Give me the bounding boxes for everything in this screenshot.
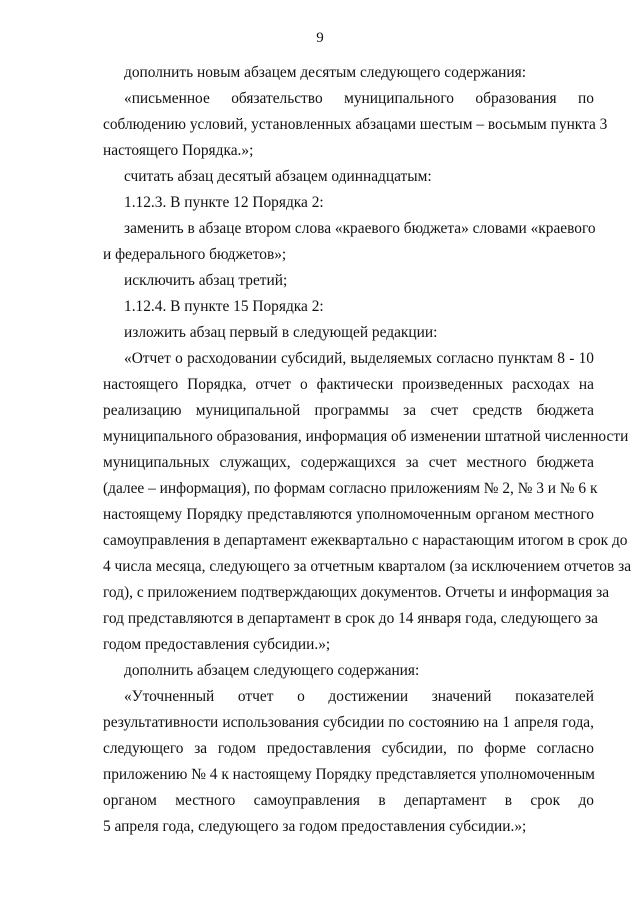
page-number: 9 <box>316 30 324 46</box>
paragraph-line: настоящего Порядка.»; <box>103 142 254 159</box>
paragraph-line: исключить абзац третий; <box>124 272 288 289</box>
paragraph-line: и федерального бюджетов»; <box>103 246 287 263</box>
paragraph-line: реализацию муниципальной программы за счет средств бюджета <box>103 402 594 419</box>
paragraph-line: следующего за годом предоставления субсидии, по форме согласно <box>103 740 594 757</box>
paragraph-line: дополнить новым абзацем десятым следующего содержания: <box>124 64 527 81</box>
paragraph-line: «письменное обязательство муниципального образования по <box>124 90 594 107</box>
paragraph-line: органом местного самоуправления в департамент в срок до <box>103 792 594 809</box>
paragraph-line: считать абзац десятый абзацем одиннадцатым: <box>124 168 432 185</box>
paragraph-line: соблюдению условий, установленных абзацами шестым – восьмым пункта 3 <box>103 116 608 133</box>
paragraph-line: 4 числа месяца, следующего за отчетным кварталом (за исключением отчетов за <box>103 558 632 575</box>
paragraph-line: 5 апреля года, следующего за годом предоставления субсидии.»; <box>103 818 527 835</box>
paragraph-line: «Уточненный отчет о достижении значений показателей <box>124 688 594 705</box>
paragraph-line: самоуправления в департамент ежеквартально с нарастающим итогом в срок до <box>103 532 628 549</box>
paragraph-line: год), с приложением подтверждающих документов. Отчеты и информация за <box>103 584 610 601</box>
paragraph-line: муниципальных служащих, содержащихся за счет местного бюджета <box>103 454 594 471</box>
paragraph-line: настоящего Порядка, отчет о фактически произведенных расходах на <box>103 376 594 393</box>
paragraph-line: заменить в абзаце втором слова «краевого бюджета» словами «краевого <box>124 220 596 237</box>
paragraph-line: годом предоставления субсидии.»; <box>103 636 331 653</box>
paragraph-line: год представляются в департамент в срок до 14 января года, следующего за <box>103 610 598 627</box>
paragraph-line: результативности использования субсидии по состоянию на 1 апреля года, <box>103 714 594 731</box>
paragraph-line: 1.12.3. В пункте 12 Порядка 2: <box>124 194 324 211</box>
paragraph-line: изложить абзац первый в следующей редакции: <box>124 324 438 341</box>
paragraph-line: настоящему Порядку представляются уполномоченным органом местного <box>103 506 594 523</box>
paragraph-line: (далее – информация), по формам согласно приложениям № 2, № 3 и № 6 к <box>103 480 598 497</box>
paragraph-line: приложению № 4 к настоящему Порядку представляется уполномоченным <box>103 766 595 783</box>
paragraph-line: дополнить абзацем следующего содержания: <box>124 662 420 679</box>
paragraph-line: муниципального образования, информация об изменении штатной численности <box>103 428 629 445</box>
paragraph-line: 1.12.4. В пункте 15 Порядка 2: <box>124 298 324 315</box>
paragraph-line: «Отчет о расходовании субсидий, выделяемых согласно пунктам 8 - 10 <box>124 350 594 367</box>
